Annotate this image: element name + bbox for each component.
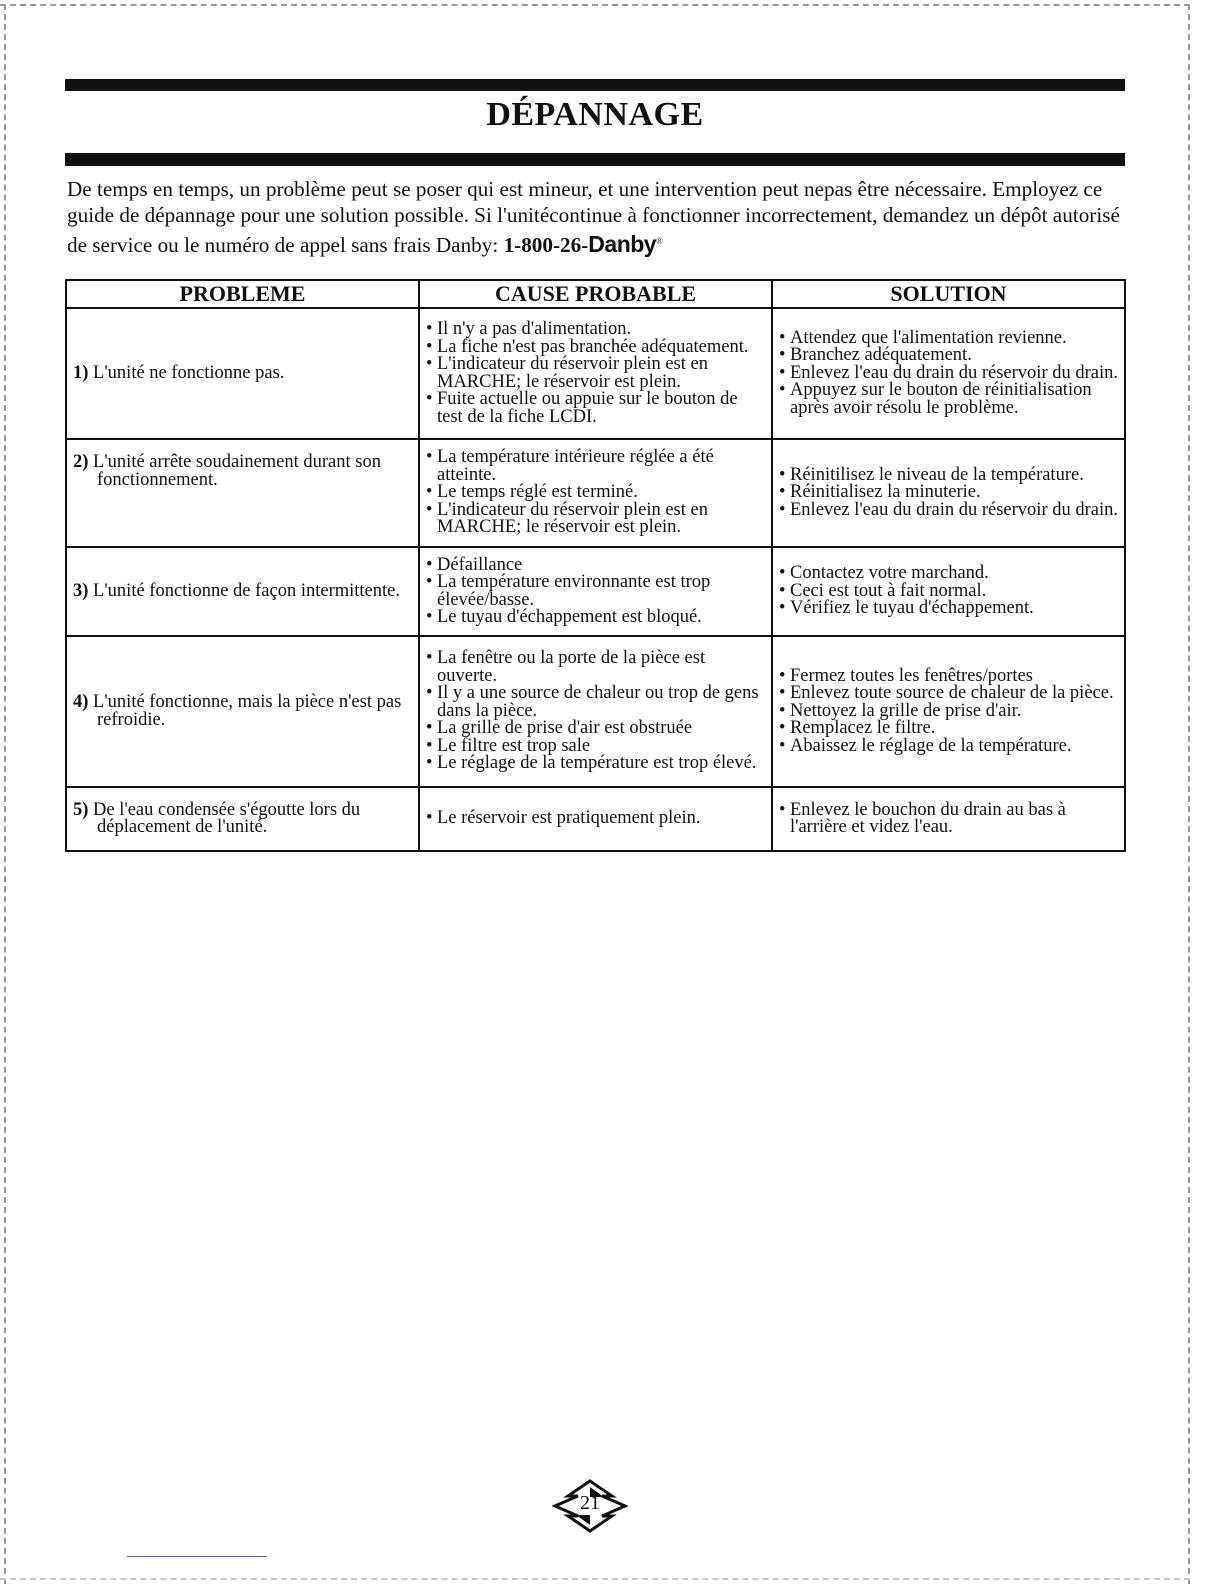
table-row — [66, 636, 1125, 787]
phone-number: 1-800-26- — [503, 233, 589, 258]
table-header-row — [66, 280, 1125, 308]
solution-item: • Appuyez sur le bouton de réinitialisation après avoir résolu le problème. — [779, 382, 1118, 417]
problem-number: 3) — [73, 580, 89, 601]
problem-text: L'unité ne fonctionne pas. — [93, 362, 285, 383]
problem-cell — [66, 547, 419, 636]
page-number: 21 — [580, 1492, 600, 1514]
cause-item: • Le réglage de la température est trop élevé. — [426, 755, 765, 773]
problem-text: L'unité fonctionne de façon intermittente. — [93, 580, 400, 601]
footer-line — [127, 1556, 267, 1557]
registered-mark: ® — [656, 236, 663, 246]
page-border-top — [0, 4, 1190, 6]
intro-text: De temps en temps, un problème peut se poser qui est mineur, et une intervention peut nepas être nécessaire. Employez ce guide de dépannage pour une solution possible. Si l'unitécontinue à fonctionner incorrectement, demandez un dépôt autorisé de service ou le numéro de appel sans frais Danby: — [67, 177, 1120, 258]
cause-item: • Il y a une source de chaleur ou trop de gens dans la pièce. — [426, 685, 765, 720]
problem-number: 4) — [73, 692, 89, 712]
table-row — [66, 308, 1125, 439]
troubleshooting-table — [65, 279, 1126, 852]
problem-number: 2) — [73, 452, 89, 472]
page-title: DÉPANNAGE — [486, 96, 704, 133]
cause-item: • L'indicateur du réservoir plein est en MARCHE; le réservoir est plein. — [426, 502, 765, 537]
problem-cell — [66, 636, 419, 787]
table-row — [66, 787, 1125, 851]
solution-item: • Réinitilisez le niveau de la température. — [779, 467, 1118, 485]
problem-number: 1) — [73, 362, 89, 383]
table-row — [66, 547, 1125, 636]
cause-item: • La grille de prise d'air est obstruée — [426, 720, 765, 738]
cause-item: • La température environnante est trop élevée/basse. — [426, 574, 765, 609]
page-border-right — [1188, 4, 1190, 1584]
problem-text: L'unité arrête soudainement durant son fonctionnement. — [93, 452, 381, 490]
problem-number: 5) — [73, 799, 89, 820]
solution-item: • Branchez adéquatement. — [779, 347, 1118, 365]
header-solution: SOLUTION — [772, 280, 1125, 308]
cause-item: • La température intérieure réglée a été atteinte. — [426, 449, 765, 484]
solution-cell — [772, 787, 1125, 851]
header-problem: PROBLEME — [66, 280, 419, 308]
solution-item: • Enlevez l'eau du drain du réservoir du drain. — [779, 365, 1118, 383]
brand-logo: Danby — [588, 231, 657, 258]
problem-cell — [66, 439, 419, 547]
cause-cell — [419, 787, 772, 851]
solution-item: • Réinitialisez la minuterie. — [779, 484, 1118, 502]
cause-item: • Défaillance — [426, 557, 765, 575]
page-border-bottom — [0, 1578, 1190, 1580]
solution-item: • Vérifiez le tuyau d'échappement. — [779, 600, 1118, 618]
cause-item: • Le temps réglé est terminé. — [426, 484, 765, 502]
solution-item: • Contactez votre marchand. — [779, 565, 1118, 583]
solution-cell — [772, 308, 1125, 439]
cause-item: • L'indicateur du réservoir plein est en MARCHE; le réservoir est plein. — [426, 356, 765, 391]
title-rule-top — [65, 79, 1125, 91]
solution-cell — [772, 439, 1125, 547]
intro-paragraph — [67, 176, 1132, 258]
cause-item: • Fuite actuelle ou appuie sur le bouton de test de la fiche LCDI. — [426, 391, 765, 426]
cause-cell — [419, 547, 772, 636]
solution-item: • Remplacez le filtre. — [779, 720, 1118, 738]
cause-item: • Le réservoir est pratiquement plein. — [426, 810, 765, 828]
solution-item: • Attendez que l'alimentation revienne. — [779, 330, 1118, 348]
cause-cell — [419, 636, 772, 787]
problem-cell — [66, 787, 419, 851]
problem-text: L'unité fonctionne, mais la pièce n'est pas refroidie. — [93, 692, 402, 730]
solution-item: • Nettoyez la grille de prise d'air. — [779, 703, 1118, 721]
cause-item: • Il n'y a pas d'alimentation. — [426, 321, 765, 339]
problem-text: De l'eau condensée s'égoutte lors du déplacement de l'unité. — [93, 799, 361, 837]
solution-item: • Ceci est tout à fait normal. — [779, 583, 1118, 601]
problem-cell — [66, 308, 419, 439]
cause-item: • La fiche n'est pas branchée adéquatement. — [426, 339, 765, 357]
solution-item: • Enlevez le bouchon du drain au bas à l'arrière et videz l'eau. — [779, 802, 1118, 837]
solution-cell — [772, 547, 1125, 636]
cause-cell — [419, 308, 772, 439]
page-border-left — [4, 4, 6, 1584]
cause-item: • Le tuyau d'échappement est bloqué. — [426, 609, 765, 627]
solution-cell — [772, 636, 1125, 787]
table-row — [66, 439, 1125, 547]
cause-item: • Le filtre est trop sale — [426, 738, 765, 756]
solution-item: • Enlevez toute source de chaleur de la pièce. — [779, 685, 1118, 703]
solution-item: • Fermez toutes les fenêtres/portes — [779, 668, 1118, 686]
cause-cell — [419, 439, 772, 547]
header-cause: CAUSE PROBABLE — [419, 280, 772, 308]
solution-item: • Abaissez le réglage de la température. — [779, 738, 1118, 756]
title-rule-bottom — [65, 153, 1125, 166]
solution-item: • Enlevez l'eau du drain du réservoir du drain. — [779, 502, 1118, 520]
cause-item: • La fenêtre ou la porte de la pièce est ouverte. — [426, 650, 765, 685]
